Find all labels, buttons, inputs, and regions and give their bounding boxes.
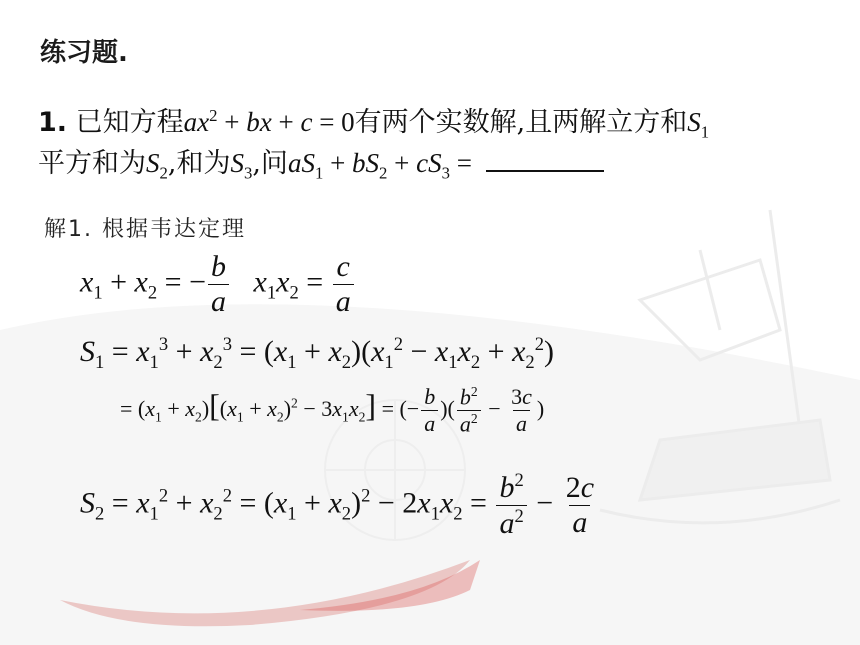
problem-text-c: 平方和为: [38, 148, 146, 179]
fraction-c-over-a: $\frac{c}{a}$: [333, 250, 354, 319]
s1-expansion: = $(x_1 + x_2)[(x_1 + x_2)^2 - 3x_1x_2]$ = (− $\frac{b}{a}$ )( $\frac{b^2}{a^2}$ − $\frac{3c}{a}$ ): [120, 384, 545, 437]
s2-formula: $S_2 = x_1^2 + x_2^2 = (x_1 + x_2)^2 - 2x_1x_2$ = $\frac{b^2}{a^2}$ − $\frac{2c}{a}$: [80, 470, 599, 541]
fraction-b-over-a: $\frac{b}{a}$: [208, 250, 229, 319]
solution-heading: 解1. 根据韦达定理: [44, 217, 246, 242]
problem-text-b: 有两个实数解,且两解立方和: [354, 107, 688, 138]
symbol-s2: $S_2$: [146, 148, 168, 183]
equation-quadratic: $ax^2$ + bx + c = 0: [183, 106, 355, 137]
symbol-s1: $S_1$: [687, 107, 710, 142]
vieta-formulas: $x_1 + x_2$ = − $\frac{b}{a}$ $x_1x_2$ = $\frac{c}{a}$: [80, 250, 356, 319]
fraction-3c-a: $\frac{3c}{a}$: [511, 384, 532, 437]
page-title: 练习题.: [40, 38, 128, 68]
fraction-b2-over-a2: $\frac{b^2}{a^2}$: [496, 470, 526, 541]
problem-text-e: ,问: [252, 148, 288, 179]
fraction-2c-over-a: $\frac{2c}{a}$: [565, 471, 595, 539]
fraction-b2-a2: $\frac{b^2}{a^2}$: [457, 384, 481, 438]
symbol-s3: $S_3$: [230, 148, 253, 183]
answer-blank: [486, 146, 604, 172]
fraction-b-a-2: $\frac{b}{a}$: [421, 384, 438, 437]
s1-formula: $S_1 = x_1^3 + x_2^3 = (x_1 + x_2)(x_1^2 - x_1x_2 + x_2^2)$: [80, 334, 554, 373]
question-expression: $aS_1 + bS_2 + cS_3$ =: [287, 148, 472, 183]
problem-line-2: [38, 144, 604, 192]
problem-text-d: ,和为: [167, 148, 231, 179]
problem-number: 1.: [38, 107, 68, 138]
problem-text-a: 已知方程: [75, 107, 184, 138]
